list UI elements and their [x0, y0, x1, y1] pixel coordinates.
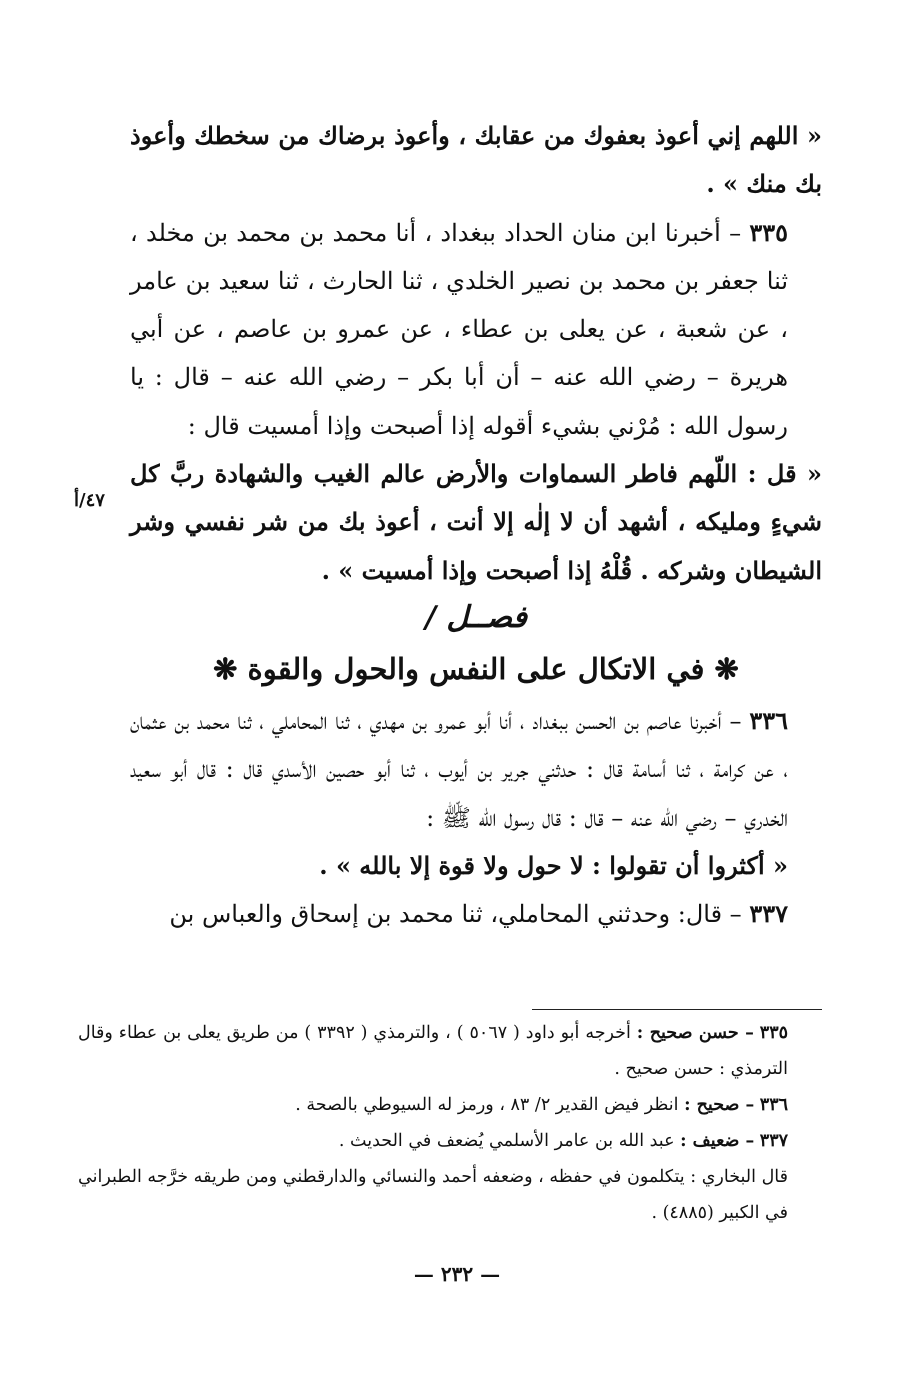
hadith-text: – أخبرنا عاصم بن الحسن ببغداد ، أنا أبو عمرو بن مهدي ، ثنا المحاملي ، ثنا محمد بن عثمان ، عن كرامة ، ثنا أسامة قال : حدثني جرير بن أيوب ، ثنا أبو حصين الأسدي قال : قال أبو سعيد الخدري – رضي الله عنه – قال : قال رسول الله ﷺ : [130, 706, 788, 832]
hadith-text: – قال: وحدثني المحاملي، ثنا محمد بن إسحاق والعباس بن [169, 900, 742, 929]
margin-folio-note: ٤٧/أ [74, 490, 105, 511]
footnote-337 [78, 1123, 822, 1159]
footnote-text: انظر فيض القدير ٢/ ٨٣ ، ورمز له السيوطي بالصحة . [295, 1095, 679, 1115]
footnote-335 [78, 1015, 822, 1087]
footnote-divider [532, 1009, 822, 1010]
main-text [130, 112, 822, 938]
footnote-grade: – ضعيف : [680, 1131, 755, 1151]
footnote-number: ٣٣٥ [759, 1023, 788, 1043]
section-heading: ❋ في الاتكال على النفس والحول والقوة ❋ [213, 651, 739, 686]
hadith-number: ٣٣٦ [749, 705, 788, 735]
hadith-number: ٣٣٧ [749, 899, 788, 929]
footnote-grade: – صحيح : [684, 1095, 755, 1115]
footnote-number: ٣٣٦ [759, 1095, 788, 1115]
hadith-337 [130, 890, 822, 938]
hadith-336 [130, 697, 822, 842]
hadith-text: – أخبرنا ابن منان الحداد ببغداد ، أنا محمد بن محمد بن مخلد ، ثنا جعفر بن محمد بن نصير الخلدي ، ثنا الحارث ، ثنا سعيد بن عامر ، عن شعبة ، عن يعلى بن عطاء ، عن عمرو بن عاصم ، عن أبي هريرة – رضي الله عنه – أن أبا بكر – رضي الله عنه – قال : يا رسول الله : مُرْني بشيء أقوله إذا أصبحت وإذا أمسيت قال : [130, 218, 788, 440]
footnote-text: عبد الله بن عامر الأسلمي يُضعف في الحديث . [338, 1131, 675, 1151]
dua-336: « أكثروا أن تقولوا : لا حول ولا قوة إلا بالله » . [319, 850, 788, 880]
footnote-number: ٣٣٧ [759, 1131, 788, 1151]
dua-335: « قل : اللّهم فاطر السماوات والأرض عالم الغيب والشهادة ربَّ كل شيءٍ ومليكه ، أشهد أن لا إلٰه إلا أنت ، أعوذ بك من شر نفسي وشر الشيطان وشركه . قُلْهُ إذا أصبحت وإذا أمسيت » . [130, 459, 822, 585]
hadith-335 [130, 209, 822, 450]
footnote-336 [78, 1087, 822, 1123]
hadith-number: ٣٣٥ [749, 217, 788, 247]
footnote-grade: – حسن صحيح : [636, 1023, 754, 1043]
page-number: — ٢٣٢ — [413, 1262, 501, 1286]
section-title: فصــل / [424, 599, 528, 635]
footnotes [78, 1015, 822, 1231]
footnote-337-continued: قال البخاري : يتكلمون في حفظه ، وضعفه أحمد والنسائي والدارقطني ومن طريقه خرَّجه الطبراني في الكبير (٤٨٨٥) . [78, 1167, 788, 1223]
dua-paragraph-1: « اللهم إني أعوذ بعفوك من عقابك ، وأعوذ برضاك من سخطك وأعوذ بك منك » . [130, 121, 822, 199]
footnote-text: أخرجه أبو داود ( ٥٠٦٧ ) ، والترمذي ( ٣٣٩٢ ) من طريق يعلى بن عطاء وقال الترمذي : حسن صحيح . [78, 1023, 788, 1079]
